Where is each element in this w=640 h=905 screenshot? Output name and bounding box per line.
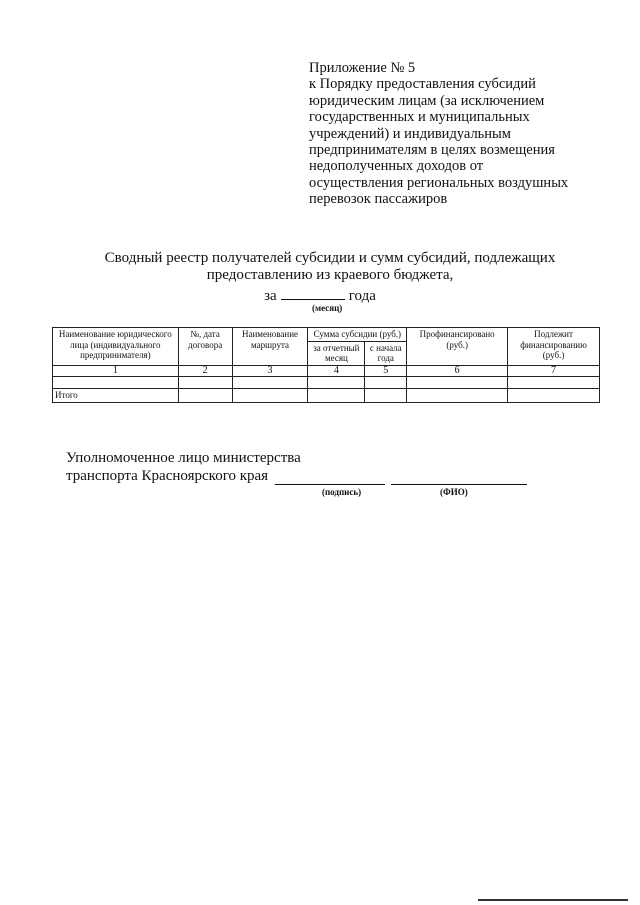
- header-to-finance: Подлежит финансированию (руб.): [508, 328, 600, 366]
- title-line-2: предоставлению из краевого бюджета,: [206, 267, 454, 283]
- header-reporting-month: за отчетный месяц: [308, 341, 365, 365]
- table-cell[interactable]: [232, 389, 308, 403]
- column-number: 5: [365, 365, 407, 377]
- table-cell[interactable]: [407, 377, 508, 389]
- column-number-row: [53, 365, 600, 377]
- table-cell[interactable]: [178, 377, 232, 389]
- appendix-line: юридическим лицам (за исключением: [309, 92, 545, 109]
- table-cell[interactable]: [308, 389, 365, 403]
- document-title: [70, 250, 590, 284]
- column-number: 7: [508, 365, 600, 377]
- header-row: [53, 328, 600, 342]
- appendix-line: к Порядку предоставления субсидий: [309, 76, 536, 93]
- signature-note: (подпись): [322, 487, 362, 497]
- table-cell[interactable]: [308, 377, 365, 389]
- month-note: (месяц): [312, 303, 343, 313]
- header-route: Наименование маршрута: [232, 328, 308, 366]
- fio-note: (ФИО): [440, 487, 468, 497]
- period-suffix: года: [348, 288, 376, 304]
- appendix-header: [309, 60, 609, 208]
- table-cell[interactable]: [508, 377, 600, 389]
- appendix-line: предпринимателям в целях возмещения: [309, 142, 555, 159]
- column-number: 2: [178, 365, 232, 377]
- header-year-to-date: с начала года: [365, 341, 407, 365]
- fio-blank[interactable]: [391, 484, 527, 485]
- authorized-person: [66, 449, 301, 485]
- header-subsidy-sum: Сумма субсидии (руб.): [308, 328, 407, 342]
- header-financed: Профинансировано (руб.): [407, 328, 508, 366]
- total-label: Итого: [53, 389, 179, 403]
- column-number: 4: [308, 365, 365, 377]
- appendix-line: осуществления региональных воздушных: [309, 174, 569, 191]
- column-number: 1: [53, 365, 179, 377]
- table-cell[interactable]: [365, 377, 407, 389]
- signature-blank[interactable]: [275, 484, 385, 485]
- title-line-1: Сводный реестр получателей субсидии и сумм субсидий, подлежащих: [104, 250, 556, 266]
- column-number: 6: [407, 365, 508, 377]
- appendix-line: учреждений) и индивидуальным: [309, 125, 511, 142]
- appendix-line: государственных и муниципальных: [309, 109, 530, 126]
- header-contract: №, дата договора: [178, 328, 232, 366]
- data-row: [53, 377, 600, 389]
- appendix-line: Приложение № 5: [309, 60, 416, 76]
- scan-edge-line: [478, 899, 628, 901]
- month-blank[interactable]: [281, 286, 345, 300]
- column-number: 3: [232, 365, 308, 377]
- table-cell[interactable]: [365, 389, 407, 403]
- table-cell[interactable]: [178, 389, 232, 403]
- header-legal-entity: Наименование юридического лица (индивидуального предпринимателя): [53, 328, 179, 366]
- appendix-line: перевозок пассажиров: [309, 191, 448, 208]
- table-cell[interactable]: [232, 377, 308, 389]
- authorized-line-1: Уполномоченное лицо министерства: [66, 450, 301, 466]
- table-cell[interactable]: [53, 377, 179, 389]
- appendix-line: недополученных доходов от: [309, 158, 484, 175]
- table-cell[interactable]: [508, 389, 600, 403]
- authorized-line-2: транспорта Красноярского края: [66, 468, 269, 484]
- table-cell[interactable]: [407, 389, 508, 403]
- total-row: [53, 389, 600, 403]
- period-prefix: за: [264, 288, 277, 304]
- registry-table: [52, 327, 600, 403]
